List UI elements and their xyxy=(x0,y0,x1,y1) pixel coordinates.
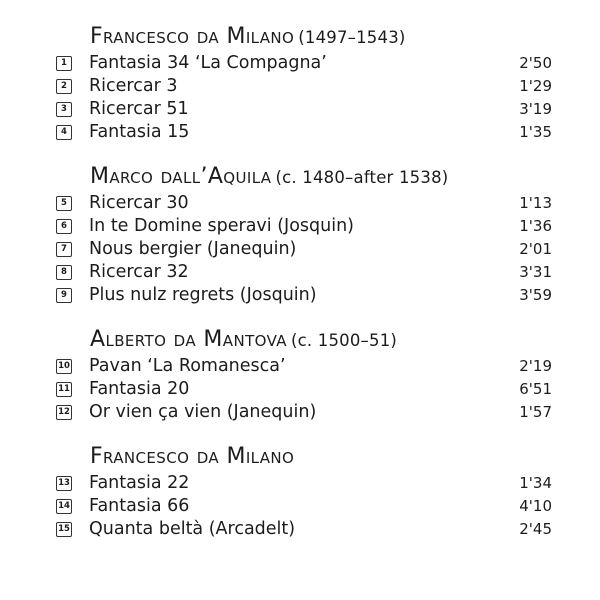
track-row xyxy=(0,284,600,307)
track-row xyxy=(0,261,600,284)
track-number-box xyxy=(56,196,72,211)
track-time: 3'19 xyxy=(519,100,552,118)
composer-section xyxy=(0,162,600,307)
track-row xyxy=(0,378,600,401)
track-row xyxy=(0,52,600,75)
track-number: 6 xyxy=(61,221,67,231)
track-number-box xyxy=(56,405,72,420)
track-title: Ricercar 51 xyxy=(89,99,189,119)
track-time: 6'51 xyxy=(519,380,552,398)
track-number-box xyxy=(56,125,72,140)
composer-section xyxy=(0,22,600,144)
track-title: Ricercar 32 xyxy=(89,262,189,282)
track-title: Quanta beltà (Arcadelt) xyxy=(89,519,296,539)
track-time: 3'31 xyxy=(519,263,552,281)
track-time: 1'36 xyxy=(519,217,552,235)
track-row xyxy=(0,215,600,238)
track-row xyxy=(0,472,600,495)
composer-section xyxy=(0,325,600,424)
track-title: Fantasia 34 ‘La Compagna’ xyxy=(89,53,327,73)
track-row xyxy=(0,75,600,98)
track-time: 1'57 xyxy=(519,403,552,421)
track-list xyxy=(0,22,600,541)
track-number: 13 xyxy=(58,478,70,488)
track-number-box xyxy=(56,265,72,280)
track-title: Pavan ‘La Romanesca’ xyxy=(89,356,286,376)
track-row xyxy=(0,355,600,378)
track-number: 15 xyxy=(58,524,70,534)
track-title: Ricercar 3 xyxy=(89,76,178,96)
track-time: 1'29 xyxy=(519,77,552,95)
track-number-box xyxy=(56,242,72,257)
track-title: Or vien ça vien (Janequin) xyxy=(89,402,317,422)
track-number-box xyxy=(56,56,72,71)
track-row xyxy=(0,238,600,261)
composer-years: (1497–1543) xyxy=(298,28,406,47)
track-number: 8 xyxy=(61,267,67,277)
track-time: 2'45 xyxy=(519,520,552,538)
composer-section xyxy=(0,442,600,541)
track-number-box xyxy=(56,499,72,514)
track-number-box xyxy=(56,219,72,234)
track-number-box xyxy=(56,476,72,491)
track-time: 1'34 xyxy=(519,474,552,492)
track-time: 3'59 xyxy=(519,286,552,304)
track-number: 12 xyxy=(58,407,70,417)
track-number-box xyxy=(56,79,72,94)
composer-name: Marco dall’Aquila xyxy=(90,164,272,189)
track-row xyxy=(0,518,600,541)
track-number: 1 xyxy=(61,58,67,68)
track-row xyxy=(0,98,600,121)
track-row xyxy=(0,495,600,518)
track-time: 1'35 xyxy=(519,123,552,141)
track-number: 9 xyxy=(61,290,67,300)
track-number: 7 xyxy=(61,244,67,254)
track-number: 4 xyxy=(61,127,67,137)
track-title: Plus nulz regrets (Josquin) xyxy=(89,285,317,305)
track-number-box xyxy=(56,382,72,397)
composer-years: (c. 1500–51) xyxy=(290,331,398,350)
composer-heading xyxy=(0,22,600,52)
composer-name: Francesco da Milano xyxy=(90,24,295,49)
track-time: 4'10 xyxy=(519,497,552,515)
track-time: 1'13 xyxy=(519,194,552,212)
track-title: Fantasia 15 xyxy=(89,122,190,142)
track-title: Fantasia 20 xyxy=(89,379,190,399)
track-title: Ricercar 30 xyxy=(89,193,189,213)
composer-years: (c. 1480–after 1538) xyxy=(275,168,449,187)
track-title: Fantasia 22 xyxy=(89,473,190,493)
track-number: 5 xyxy=(61,198,67,208)
track-time: 2'50 xyxy=(519,54,552,72)
composer-heading xyxy=(0,442,600,472)
composer-heading xyxy=(0,162,600,192)
track-number-box xyxy=(56,102,72,117)
track-title: Nous bergier (Janequin) xyxy=(89,239,297,259)
composer-name: Alberto da Mantova xyxy=(90,327,287,352)
track-title: In te Domine speravi (Josquin) xyxy=(89,216,355,236)
track-row xyxy=(0,192,600,215)
track-row xyxy=(0,121,600,144)
track-time: 2'19 xyxy=(519,357,552,375)
composer-heading xyxy=(0,325,600,355)
track-number: 14 xyxy=(58,501,70,511)
track-number: 3 xyxy=(61,104,67,114)
track-number: 11 xyxy=(58,384,70,394)
track-number: 10 xyxy=(58,361,70,371)
composer-name: Francesco da Milano xyxy=(90,444,295,469)
track-time: 2'01 xyxy=(519,240,552,258)
track-number-box xyxy=(56,288,72,303)
track-row xyxy=(0,401,600,424)
track-title: Fantasia 66 xyxy=(89,496,190,516)
track-number-box xyxy=(56,522,72,537)
track-number-box xyxy=(56,359,72,374)
track-number: 2 xyxy=(61,81,67,91)
